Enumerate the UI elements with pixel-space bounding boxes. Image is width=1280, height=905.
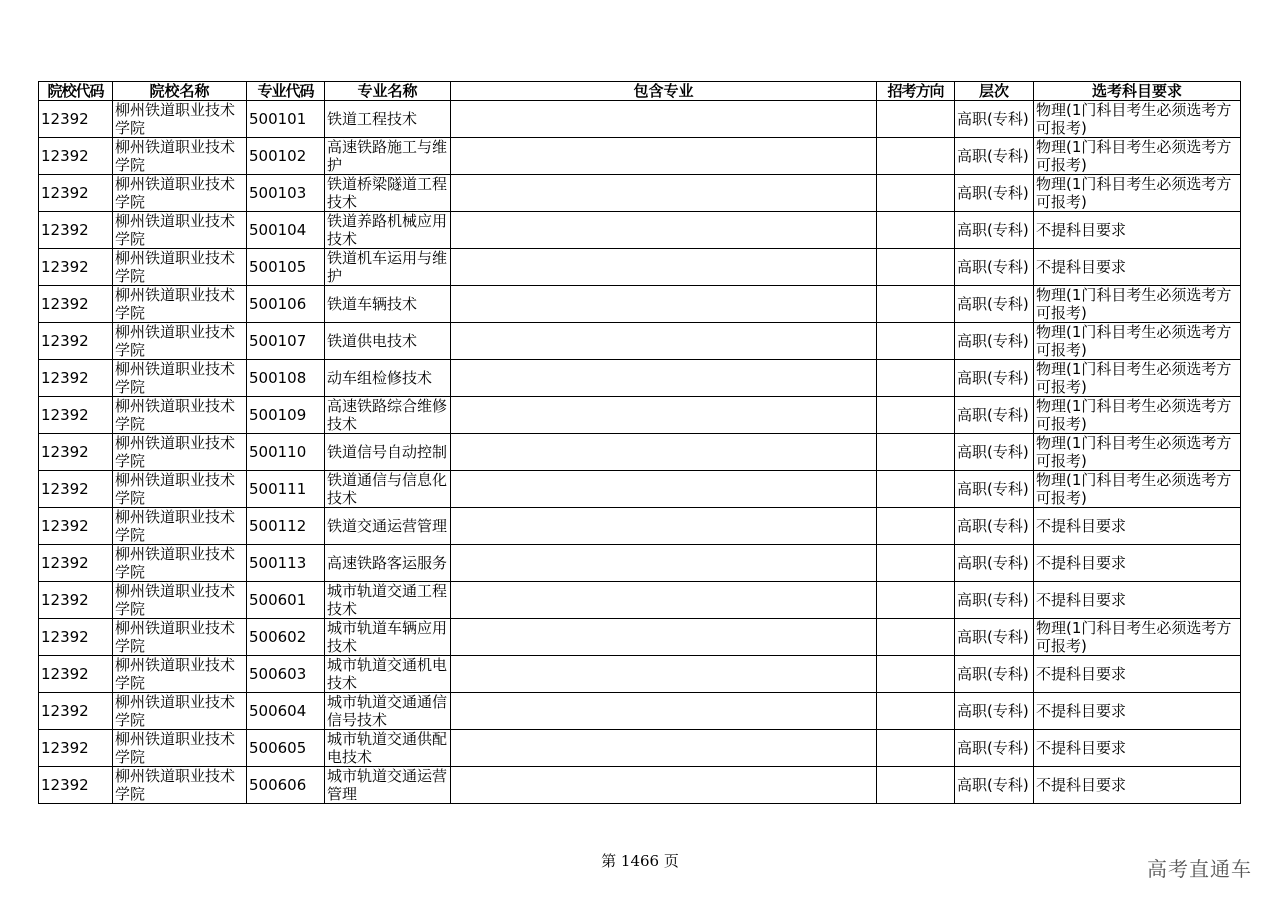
major-name-cell: 城市轨道交通机电技术: [325, 656, 451, 693]
direction-cell: [877, 693, 955, 730]
school-code-cell: 12392: [39, 767, 113, 804]
included-majors-cell: [451, 767, 877, 804]
subject-requirement-cell: 物理(1门科目考生必须选考方可报考): [1034, 138, 1241, 175]
table-row: [39, 730, 1241, 767]
school-name-cell: 柳州铁道职业技术学院: [113, 508, 247, 545]
direction-cell: [877, 323, 955, 360]
included-majors-cell: [451, 175, 877, 212]
direction-cell: [877, 619, 955, 656]
direction-cell: [877, 212, 955, 249]
school-name-cell: 柳州铁道职业技术学院: [113, 471, 247, 508]
included-majors-cell: [451, 286, 877, 323]
included-majors-cell: [451, 693, 877, 730]
page-number: 第 1466 页: [601, 852, 679, 870]
subject-requirement-cell: 物理(1门科目考生必须选考方可报考): [1034, 175, 1241, 212]
subject-requirement-cell: 物理(1门科目考生必须选考方可报考): [1034, 434, 1241, 471]
level-cell: 高职(专科): [955, 286, 1034, 323]
school-code-cell: 12392: [39, 471, 113, 508]
major-code-cell: 500110: [247, 434, 325, 471]
level-cell: 高职(专科): [955, 582, 1034, 619]
level-cell: 高职(专科): [955, 767, 1034, 804]
table-row: [39, 360, 1241, 397]
table-row: [39, 545, 1241, 582]
direction-cell: [877, 249, 955, 286]
school-code-cell: 12392: [39, 434, 113, 471]
subject-requirement-cell: 物理(1门科目考生必须选考方可报考): [1034, 619, 1241, 656]
school-code-cell: 12392: [39, 582, 113, 619]
table-row: [39, 582, 1241, 619]
major-name-cell: 铁道机车运用与维护: [325, 249, 451, 286]
included-majors-cell: [451, 212, 877, 249]
level-cell: 高职(专科): [955, 175, 1034, 212]
level-cell: 高职(专科): [955, 101, 1034, 138]
direction-cell: [877, 471, 955, 508]
major-code-cell: 500109: [247, 397, 325, 434]
included-majors-cell: [451, 730, 877, 767]
direction-cell: [877, 730, 955, 767]
school-code-cell: 12392: [39, 656, 113, 693]
level-cell: 高职(专科): [955, 619, 1034, 656]
school-code-cell: 12392: [39, 249, 113, 286]
table-row: [39, 323, 1241, 360]
table-row: [39, 397, 1241, 434]
subject-requirement-cell: 不提科目要求: [1034, 767, 1241, 804]
school-name-cell: 柳州铁道职业技术学院: [113, 434, 247, 471]
level-cell: 高职(专科): [955, 656, 1034, 693]
major-table: [38, 81, 1241, 804]
table-row: [39, 286, 1241, 323]
table-body: [39, 101, 1241, 804]
header-major-name: 专业名称: [325, 82, 451, 101]
level-cell: 高职(专科): [955, 360, 1034, 397]
header-major-code: 专业代码: [247, 82, 325, 101]
major-code-cell: 500113: [247, 545, 325, 582]
direction-cell: [877, 508, 955, 545]
direction-cell: [877, 767, 955, 804]
header-level: 层次: [955, 82, 1034, 101]
subject-requirement-cell: 不提科目要求: [1034, 508, 1241, 545]
major-code-cell: 500605: [247, 730, 325, 767]
major-code-cell: 500103: [247, 175, 325, 212]
direction-cell: [877, 582, 955, 619]
major-code-cell: 500601: [247, 582, 325, 619]
direction-cell: [877, 434, 955, 471]
direction-cell: [877, 545, 955, 582]
direction-cell: [877, 397, 955, 434]
level-cell: 高职(专科): [955, 508, 1034, 545]
major-code-cell: 500102: [247, 138, 325, 175]
major-name-cell: 高速铁路综合维修技术: [325, 397, 451, 434]
school-code-cell: 12392: [39, 397, 113, 434]
included-majors-cell: [451, 656, 877, 693]
major-name-cell: 铁道通信与信息化技术: [325, 471, 451, 508]
level-cell: 高职(专科): [955, 249, 1034, 286]
school-name-cell: 柳州铁道职业技术学院: [113, 730, 247, 767]
subject-requirement-cell: 不提科目要求: [1034, 582, 1241, 619]
direction-cell: [877, 101, 955, 138]
school-code-cell: 12392: [39, 360, 113, 397]
subject-requirement-cell: 不提科目要求: [1034, 730, 1241, 767]
included-majors-cell: [451, 360, 877, 397]
school-name-cell: 柳州铁道职业技术学院: [113, 619, 247, 656]
major-code-cell: 500606: [247, 767, 325, 804]
major-code-cell: 500105: [247, 249, 325, 286]
major-code-cell: 500603: [247, 656, 325, 693]
school-name-cell: 柳州铁道职业技术学院: [113, 693, 247, 730]
major-name-cell: 铁道交通运营管理: [325, 508, 451, 545]
table-row: [39, 175, 1241, 212]
included-majors-cell: [451, 397, 877, 434]
school-code-cell: 12392: [39, 175, 113, 212]
subject-requirement-cell: 物理(1门科目考生必须选考方可报考): [1034, 101, 1241, 138]
school-code-cell: 12392: [39, 101, 113, 138]
subject-requirement-cell: 物理(1门科目考生必须选考方可报考): [1034, 323, 1241, 360]
included-majors-cell: [451, 138, 877, 175]
school-name-cell: 柳州铁道职业技术学院: [113, 545, 247, 582]
major-name-cell: 城市轨道交通工程技术: [325, 582, 451, 619]
direction-cell: [877, 360, 955, 397]
subject-requirement-cell: 不提科目要求: [1034, 212, 1241, 249]
school-code-cell: 12392: [39, 545, 113, 582]
table-row: [39, 656, 1241, 693]
table-row: [39, 471, 1241, 508]
level-cell: 高职(专科): [955, 693, 1034, 730]
school-name-cell: 柳州铁道职业技术学院: [113, 397, 247, 434]
included-majors-cell: [451, 545, 877, 582]
major-name-cell: 铁道车辆技术: [325, 286, 451, 323]
subject-requirement-cell: 不提科目要求: [1034, 656, 1241, 693]
major-name-cell: 动车组检修技术: [325, 360, 451, 397]
school-code-cell: 12392: [39, 286, 113, 323]
table-row: [39, 434, 1241, 471]
school-name-cell: 柳州铁道职业技术学院: [113, 249, 247, 286]
school-name-cell: 柳州铁道职业技术学院: [113, 101, 247, 138]
major-code-cell: 500602: [247, 619, 325, 656]
header-subject-requirement: 选考科目要求: [1034, 82, 1241, 101]
major-code-cell: 500112: [247, 508, 325, 545]
major-name-cell: 城市轨道交通通信信号技术: [325, 693, 451, 730]
direction-cell: [877, 286, 955, 323]
major-name-cell: 高速铁路客运服务: [325, 545, 451, 582]
included-majors-cell: [451, 101, 877, 138]
subject-requirement-cell: 不提科目要求: [1034, 249, 1241, 286]
header-school-name: 院校名称: [113, 82, 247, 101]
table-row: [39, 101, 1241, 138]
school-code-cell: 12392: [39, 693, 113, 730]
watermark-logo: 高考直通车: [1147, 857, 1252, 881]
level-cell: 高职(专科): [955, 730, 1034, 767]
major-name-cell: 铁道桥梁隧道工程技术: [325, 175, 451, 212]
school-name-cell: 柳州铁道职业技术学院: [113, 656, 247, 693]
school-code-cell: 12392: [39, 508, 113, 545]
school-name-cell: 柳州铁道职业技术学院: [113, 138, 247, 175]
school-name-cell: 柳州铁道职业技术学院: [113, 582, 247, 619]
subject-requirement-cell: 物理(1门科目考生必须选考方可报考): [1034, 397, 1241, 434]
school-name-cell: 柳州铁道职业技术学院: [113, 212, 247, 249]
direction-cell: [877, 656, 955, 693]
included-majors-cell: [451, 471, 877, 508]
major-name-cell: 城市轨道交通运营管理: [325, 767, 451, 804]
table-row: [39, 767, 1241, 804]
table-row: [39, 693, 1241, 730]
included-majors-cell: [451, 582, 877, 619]
header-included-majors: 包含专业: [451, 82, 877, 101]
table-row: [39, 619, 1241, 656]
school-code-cell: 12392: [39, 730, 113, 767]
major-name-cell: 铁道养路机械应用技术: [325, 212, 451, 249]
table-row: [39, 212, 1241, 249]
major-code-cell: 500107: [247, 323, 325, 360]
school-name-cell: 柳州铁道职业技术学院: [113, 323, 247, 360]
subject-requirement-cell: 不提科目要求: [1034, 545, 1241, 582]
included-majors-cell: [451, 323, 877, 360]
school-name-cell: 柳州铁道职业技术学院: [113, 175, 247, 212]
level-cell: 高职(专科): [955, 471, 1034, 508]
school-name-cell: 柳州铁道职业技术学院: [113, 360, 247, 397]
table-header-row: [39, 82, 1241, 101]
school-code-cell: 12392: [39, 619, 113, 656]
major-code-cell: 500604: [247, 693, 325, 730]
school-name-cell: 柳州铁道职业技术学院: [113, 286, 247, 323]
major-name-cell: 城市轨道交通供配电技术: [325, 730, 451, 767]
table-row: [39, 249, 1241, 286]
major-name-cell: 铁道供电技术: [325, 323, 451, 360]
level-cell: 高职(专科): [955, 323, 1034, 360]
direction-cell: [877, 175, 955, 212]
included-majors-cell: [451, 434, 877, 471]
subject-requirement-cell: 物理(1门科目考生必须选考方可报考): [1034, 471, 1241, 508]
major-name-cell: 铁道工程技术: [325, 101, 451, 138]
subject-requirement-cell: 物理(1门科目考生必须选考方可报考): [1034, 286, 1241, 323]
included-majors-cell: [451, 619, 877, 656]
major-code-cell: 500101: [247, 101, 325, 138]
major-name-cell: 铁道信号自动控制: [325, 434, 451, 471]
major-name-cell: 城市轨道车辆应用技术: [325, 619, 451, 656]
level-cell: 高职(专科): [955, 138, 1034, 175]
major-code-cell: 500104: [247, 212, 325, 249]
included-majors-cell: [451, 508, 877, 545]
school-code-cell: 12392: [39, 323, 113, 360]
subject-requirement-cell: 不提科目要求: [1034, 693, 1241, 730]
level-cell: 高职(专科): [955, 397, 1034, 434]
school-name-cell: 柳州铁道职业技术学院: [113, 767, 247, 804]
level-cell: 高职(专科): [955, 434, 1034, 471]
header-direction: 招考方向: [877, 82, 955, 101]
major-code-cell: 500106: [247, 286, 325, 323]
level-cell: 高职(专科): [955, 212, 1034, 249]
direction-cell: [877, 138, 955, 175]
major-code-cell: 500111: [247, 471, 325, 508]
school-code-cell: 12392: [39, 212, 113, 249]
school-code-cell: 12392: [39, 138, 113, 175]
table-row: [39, 508, 1241, 545]
header-school-code: 院校代码: [39, 82, 113, 101]
level-cell: 高职(专科): [955, 545, 1034, 582]
major-name-cell: 高速铁路施工与维护: [325, 138, 451, 175]
subject-requirement-cell: 物理(1门科目考生必须选考方可报考): [1034, 360, 1241, 397]
major-code-cell: 500108: [247, 360, 325, 397]
included-majors-cell: [451, 249, 877, 286]
table-row: [39, 138, 1241, 175]
